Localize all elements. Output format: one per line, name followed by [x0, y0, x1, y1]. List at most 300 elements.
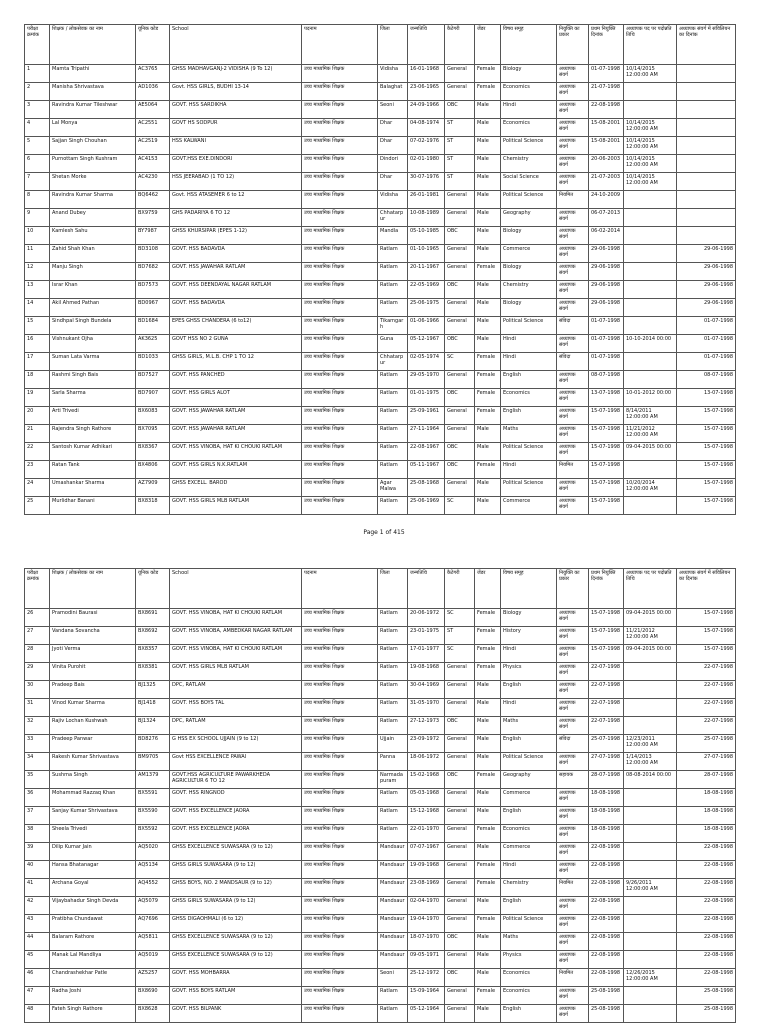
column-header: प्रथम नियुक्ति दिनांक [589, 25, 624, 65]
appointment-type-cell: अध्यापक संवर्ग [557, 407, 589, 425]
name-cell: Ravindra Kumar Tileshwar [50, 101, 136, 119]
gender-cell: Male [475, 753, 501, 771]
merger-date-cell: 22-08-1998 [677, 897, 736, 915]
name-cell: Zahid Shah Khan [50, 245, 136, 263]
name-cell: Israr Khan [50, 281, 136, 299]
gender-cell: Female [475, 645, 501, 663]
unique-code-cell: AQ7696 [136, 915, 170, 933]
name-cell: Vandana Sovancha [50, 627, 136, 645]
promotion-date-cell [624, 1005, 677, 1023]
subject-cell: English [501, 807, 557, 825]
promotion-date-cell [624, 663, 677, 681]
subject-cell: English [501, 897, 557, 915]
subject-cell: Economics [501, 987, 557, 1005]
column-header: जेंडर [475, 25, 501, 65]
table-row [25, 389, 736, 407]
merger-date-cell: 01-07-1998 [677, 317, 736, 335]
unique-code-cell: BX8381 [136, 663, 170, 681]
merger-date-cell: 29-06-1998 [677, 299, 736, 317]
name-cell: Manisha Shrivastava [50, 83, 136, 101]
column-header: विषय समूह [501, 569, 557, 609]
appointment-type-cell: अध्यापक संवर्ग [557, 915, 589, 933]
name-cell: Vinita Purohit [50, 663, 136, 681]
first-appointment-cell: 01-07-1998 [589, 335, 624, 353]
subject-cell: Chemistry [501, 155, 557, 173]
name-cell: Lal Monya [50, 119, 136, 137]
merger-date-cell: 22-07-1998 [677, 717, 736, 735]
serial-cell: 26 [25, 609, 50, 627]
unique-code-cell: BX7095 [136, 425, 170, 443]
name-cell: Ravindra Kumar Sharma [50, 191, 136, 209]
unique-code-cell: BX6083 [136, 407, 170, 425]
dob-cell: 02-04-1970 [408, 897, 445, 915]
gender-cell: Female [475, 915, 501, 933]
dob-cell: 05-11-1967 [408, 461, 445, 479]
promotion-date-cell [624, 717, 677, 735]
serial-cell: 45 [25, 951, 50, 969]
school-cell: GOVT. HSS PANCHED [170, 371, 302, 389]
first-appointment-cell: 08-07-1998 [589, 371, 624, 389]
merger-date-cell [677, 173, 736, 191]
gender-cell: Female [475, 353, 501, 371]
table-row [25, 245, 736, 263]
appointment-type-cell: अध्यापक संवर्ग [557, 645, 589, 663]
promotion-date-cell [624, 951, 677, 969]
unique-code-cell: BJ1325 [136, 681, 170, 699]
name-cell: Purnottam Singh Kushram [50, 155, 136, 173]
serial-cell: 34 [25, 753, 50, 771]
name-cell: Hansa Bhatanagar [50, 861, 136, 879]
merger-date-cell: 15-07-1998 [677, 497, 736, 515]
district-cell: Seoni [378, 969, 408, 987]
name-cell: Pradeep Bais [50, 681, 136, 699]
unique-code-cell: AD1036 [136, 83, 170, 101]
column-header: जन्मतिथि [408, 569, 445, 609]
table-row [25, 173, 736, 191]
district-cell: Ratlam [378, 609, 408, 627]
school-cell: GOVT. HSS VINOBA, AMBEDKAR NAGAR RATLAM [170, 627, 302, 645]
subject-cell: English [501, 1005, 557, 1023]
promotion-date-cell: 12/26/2015 12:00:00 AM [624, 969, 677, 987]
category-cell: SC [445, 609, 475, 627]
category-cell: OBC [445, 717, 475, 735]
promotion-date-cell: 11/21/2012 12:00:00 AM [624, 425, 677, 443]
subject-cell: Political Science [501, 915, 557, 933]
appointment-type-cell: अध्यापक संवर्ग [557, 1005, 589, 1023]
school-cell: GHSS EXCELLENCE SUWASARA (9 to 12) [170, 843, 302, 861]
table-row [25, 699, 736, 717]
promotion-date-cell: 09-04-2015 00:00 [624, 443, 677, 461]
unique-code-cell: BJ1324 [136, 717, 170, 735]
merger-date-cell: 15-07-1998 [677, 407, 736, 425]
gender-cell: Male [475, 137, 501, 155]
gender-cell: Female [475, 987, 501, 1005]
school-cell: Govt HSS EXCELLENCE PAWAI [170, 753, 302, 771]
school-cell: GOVT. HSS BOYS RATLAM [170, 987, 302, 1005]
dob-cell: 29-05-1970 [408, 371, 445, 389]
designation-cell: उच्च माध्यमिक शिक्षक [302, 281, 378, 299]
table-row [25, 663, 736, 681]
name-cell: Radha Joshi [50, 987, 136, 1005]
gender-cell: Male [475, 951, 501, 969]
designation-cell: उच्च माध्यमिक शिक्षक [302, 479, 378, 497]
promotion-date-cell: 10/14/2015 12:00:00 AM [624, 119, 677, 137]
subject-cell: Hindi [501, 353, 557, 371]
category-cell: General [445, 987, 475, 1005]
merger-date-cell [677, 119, 736, 137]
promotion-date-cell [624, 245, 677, 263]
serial-cell: 9 [25, 209, 50, 227]
school-cell: GOVT. HSS VINOBA, HAT KI CHOUKI RATLAM [170, 443, 302, 461]
promotion-date-cell [624, 897, 677, 915]
merger-date-cell [677, 209, 736, 227]
designation-cell: उच्च माध्यमिक शिक्षक [302, 879, 378, 897]
promotion-date-cell [624, 209, 677, 227]
school-cell: GHSS KHURSIPAR (EPES 1-12) [170, 227, 302, 245]
dob-cell: 16-01-1968 [408, 65, 445, 83]
district-cell: Ratlam [378, 299, 408, 317]
appointment-type-cell: अध्यापक संवर्ग [557, 281, 589, 299]
table-row [25, 807, 736, 825]
promotion-date-cell [624, 461, 677, 479]
name-cell: Vinod Kumar Sharma [50, 699, 136, 717]
gender-cell: Male [475, 807, 501, 825]
dob-cell: 20-06-1972 [408, 609, 445, 627]
district-cell: Mandsaur [378, 897, 408, 915]
serial-cell: 8 [25, 191, 50, 209]
dob-cell: 25-06-1975 [408, 299, 445, 317]
promotion-date-cell [624, 789, 677, 807]
merger-date-cell: 13-07-1998 [677, 389, 736, 407]
subject-cell: Political Science [501, 443, 557, 461]
category-cell: General [445, 807, 475, 825]
name-cell: Mamta Tripathi [50, 65, 136, 83]
appointment-type-cell: अध्यापक संवर्ग [557, 101, 589, 119]
column-header: नियुक्ति का प्रकार [557, 569, 589, 609]
promotion-date-cell [624, 281, 677, 299]
appointment-type-cell: अध्यापक संवर्ग [557, 825, 589, 843]
dob-cell: 04-08-1974 [408, 119, 445, 137]
category-cell: General [445, 861, 475, 879]
column-header: कैटेगरी [445, 25, 475, 65]
first-appointment-cell: 15-07-1998 [589, 443, 624, 461]
first-appointment-cell: 29-06-1998 [589, 299, 624, 317]
table-row [25, 299, 736, 317]
subject-cell: Chemistry [501, 281, 557, 299]
designation-cell: उच्च माध्यमिक शिक्षक [302, 119, 378, 137]
table-row [25, 425, 736, 443]
unique-code-cell: BX8318 [136, 497, 170, 515]
designation-cell: उच्च माध्यमिक शिक्षक [302, 191, 378, 209]
gender-cell: Male [475, 173, 501, 191]
table-row [25, 645, 736, 663]
dob-cell: 17-01-1977 [408, 645, 445, 663]
district-cell: Chhatarpur [378, 353, 408, 371]
serial-cell: 39 [25, 843, 50, 861]
first-appointment-cell: 28-07-1998 [589, 771, 624, 789]
appointment-type-cell: अध्यापक संवर्ग [557, 119, 589, 137]
district-cell: Ratlam [378, 497, 408, 515]
serial-cell: 18 [25, 371, 50, 389]
district-cell: Mandsaur [378, 951, 408, 969]
gender-cell: Male [475, 119, 501, 137]
promotion-date-cell [624, 263, 677, 281]
gender-cell: Male [475, 497, 501, 515]
dob-cell: 05-12-1967 [408, 335, 445, 353]
school-cell: GOVT. HSS JAWAHAR RATLAM [170, 425, 302, 443]
unique-code-cell: AC3765 [136, 65, 170, 83]
promotion-date-cell [624, 915, 677, 933]
table-row [25, 65, 736, 83]
name-cell: Vishnukant Ojha [50, 335, 136, 353]
first-appointment-cell: 22-08-1998 [589, 915, 624, 933]
first-appointment-cell: 22-08-1998 [589, 843, 624, 861]
category-cell: General [445, 843, 475, 861]
unique-code-cell: BX5592 [136, 825, 170, 843]
promotion-date-cell: 10/14/2015 12:00:00 AM [624, 137, 677, 155]
dob-cell: 25-08-1968 [408, 479, 445, 497]
column-header: शिक्षक / लोकसेवक का नाम [50, 569, 136, 609]
merger-date-cell: 22-07-1998 [677, 699, 736, 717]
unique-code-cell: BD1684 [136, 317, 170, 335]
designation-cell: उच्च माध्यमिक शिक्षक [302, 645, 378, 663]
category-cell: General [445, 371, 475, 389]
designation-cell: उच्च माध्यमिक शिक्षक [302, 717, 378, 735]
column-header: नियुक्ति का प्रकार [557, 25, 589, 65]
table-row [25, 371, 736, 389]
appointment-type-cell: अध्यापक संवर्ग [557, 389, 589, 407]
merger-date-cell: 25-08-1998 [677, 1005, 736, 1023]
district-cell: Mandsaur [378, 879, 408, 897]
dob-cell: 01-01-1975 [408, 389, 445, 407]
merger-date-cell [677, 191, 736, 209]
school-cell: GHSS EXCELLENCE SUWASARA (9 to 12) [170, 951, 302, 969]
district-cell: Ratlam [378, 825, 408, 843]
appointment-type-cell: नियमित [557, 969, 589, 987]
subject-cell: Hindi [501, 699, 557, 717]
gender-cell: Female [475, 879, 501, 897]
dob-cell: 18-07-1970 [408, 933, 445, 951]
table-row [25, 155, 736, 173]
merger-date-cell: 28-07-1998 [677, 771, 736, 789]
first-appointment-cell: 21-07-1998 [589, 83, 624, 101]
promotion-date-cell [624, 933, 677, 951]
first-appointment-cell: 25-07-1998 [589, 735, 624, 753]
first-appointment-cell: 15-07-1998 [589, 407, 624, 425]
dob-cell: 15-09-1964 [408, 987, 445, 1005]
designation-cell: उच्च माध्यमिक शिक्षक [302, 843, 378, 861]
category-cell: OBC [445, 771, 475, 789]
category-cell: ST [445, 119, 475, 137]
designation-cell: उच्च माध्यमिक शिक्षक [302, 987, 378, 1005]
first-appointment-cell: 22-08-1998 [589, 969, 624, 987]
merger-date-cell: 22-08-1998 [677, 915, 736, 933]
merger-date-cell: 22-08-1998 [677, 951, 736, 969]
subject-cell: Geography [501, 209, 557, 227]
district-cell: Ratlam [378, 263, 408, 281]
school-cell: GOVT. HSS BADAVDA [170, 245, 302, 263]
unique-code-cell: BX4806 [136, 461, 170, 479]
dob-cell: 23-08-1969 [408, 879, 445, 897]
appointment-type-cell: संविदा [557, 735, 589, 753]
serial-cell: 6 [25, 155, 50, 173]
unique-code-cell: AZ7909 [136, 479, 170, 497]
dob-cell: 18-06-1972 [408, 753, 445, 771]
dob-cell: 24-09-1966 [408, 101, 445, 119]
table-row [25, 353, 736, 371]
appointment-type-cell: संविदा [557, 317, 589, 335]
serial-cell: 46 [25, 969, 50, 987]
district-cell: Balaghat [378, 83, 408, 101]
school-cell: GOVT. HSS JAWAHAR RATLAM [170, 407, 302, 425]
subject-cell: Social Science [501, 173, 557, 191]
first-appointment-cell: 15-07-1998 [589, 627, 624, 645]
gender-cell: Male [475, 933, 501, 951]
district-cell: Ratlam [378, 1005, 408, 1023]
serial-cell: 33 [25, 735, 50, 753]
serial-cell: 40 [25, 861, 50, 879]
district-cell: Ratlam [378, 663, 408, 681]
subject-cell: Economics [501, 969, 557, 987]
school-cell: GOVT. HSS BOYS TAL [170, 699, 302, 717]
gender-cell: Female [475, 609, 501, 627]
category-cell: General [445, 209, 475, 227]
column-header: अध्यापक पद पर पदोन्नति तिथि [624, 25, 677, 65]
first-appointment-cell: 24-10-2009 [589, 191, 624, 209]
name-cell: Murlidhar Banani [50, 497, 136, 515]
unique-code-cell: BX5591 [136, 789, 170, 807]
subject-cell: English [501, 681, 557, 699]
unique-code-cell: BM9705 [136, 753, 170, 771]
appointment-type-cell: अध्यापक संवर्ग [557, 717, 589, 735]
name-cell: Akil Ahmed Pathan [50, 299, 136, 317]
promotion-date-cell [624, 371, 677, 389]
gender-cell: Female [475, 263, 501, 281]
unique-code-cell: BD0967 [136, 299, 170, 317]
subject-cell: Commerce [501, 245, 557, 263]
subject-cell: Hindi [501, 101, 557, 119]
designation-cell: उच्च माध्यमिक शिक्षक [302, 173, 378, 191]
category-cell: General [445, 753, 475, 771]
district-cell: Vidisha [378, 65, 408, 83]
gender-cell: Male [475, 735, 501, 753]
gender-cell: Male [475, 681, 501, 699]
subject-cell: Commerce [501, 497, 557, 515]
unique-code-cell: AM1379 [136, 771, 170, 789]
table-row [25, 317, 736, 335]
designation-cell: उच्च माध्यमिक शिक्षक [302, 915, 378, 933]
first-appointment-cell: 15-07-1998 [589, 425, 624, 443]
first-appointment-cell: 01-07-1998 [589, 353, 624, 371]
table-row [25, 681, 736, 699]
gender-cell: Male [475, 209, 501, 227]
first-appointment-cell: 15-07-1998 [589, 609, 624, 627]
school-cell: GOVT. HSS RINGNOD [170, 789, 302, 807]
table-row [25, 843, 736, 861]
serial-cell: 41 [25, 879, 50, 897]
appointment-type-cell: अध्यापक संवर्ग [557, 299, 589, 317]
serial-cell: 12 [25, 263, 50, 281]
unique-code-cell: BY7987 [136, 227, 170, 245]
designation-cell: उच्च माध्यमिक शिक्षक [302, 389, 378, 407]
serial-cell: 17 [25, 353, 50, 371]
category-cell: OBC [445, 335, 475, 353]
merger-date-cell: 01-07-1998 [677, 353, 736, 371]
designation-cell: उच्च माध्यमिक शिक्षक [302, 137, 378, 155]
school-cell: GHS PADARIYA 6 TO 12 [170, 209, 302, 227]
first-appointment-cell: 15-08-2001 [589, 119, 624, 137]
merger-date-cell: 15-07-1998 [677, 479, 736, 497]
appointment-type-cell: अध्यापक संवर्ग [557, 335, 589, 353]
unique-code-cell: AC2551 [136, 119, 170, 137]
school-cell: GHSS GIRLS SUWASARA (9 to 12) [170, 861, 302, 879]
appointment-type-cell: अध्यापक संवर्ग [557, 789, 589, 807]
designation-cell: उच्च माध्यमिक शिक्षक [302, 681, 378, 699]
first-appointment-cell: 15-07-1998 [589, 497, 624, 515]
district-cell: Ujjain [378, 735, 408, 753]
name-cell: Sajjan Singh Chouhan [50, 137, 136, 155]
serial-cell: 36 [25, 789, 50, 807]
category-cell: OBC [445, 969, 475, 987]
district-cell: Dhar [378, 173, 408, 191]
designation-cell: उच्च माध्यमिक शिक्षक [302, 209, 378, 227]
unique-code-cell: AK3625 [136, 335, 170, 353]
school-cell: GHSS GIRLS, M.L.B. CHP 1 TO 12 [170, 353, 302, 371]
serial-cell: 4 [25, 119, 50, 137]
appointment-type-cell: नियमित [557, 461, 589, 479]
dob-cell: 25-06-1969 [408, 497, 445, 515]
appointment-type-cell: अध्यापक संवर्ग [557, 699, 589, 717]
name-cell: Vijaybahadur Singh Devda [50, 897, 136, 915]
subject-cell: Geography [501, 771, 557, 789]
serial-cell: 42 [25, 897, 50, 915]
name-cell: Archana Goyal [50, 879, 136, 897]
dob-cell: 05-10-1985 [408, 227, 445, 245]
school-cell: Govt. HSS GIRLS, BUDHI 13-14 [170, 83, 302, 101]
column-header: जिला [378, 25, 408, 65]
appointment-type-cell: अध्यापक संवर्ग [557, 425, 589, 443]
merger-date-cell: 27-07-1998 [677, 753, 736, 771]
school-cell: GOVT. HSS GIRLS N.K.RATLAM [170, 461, 302, 479]
designation-cell: उच्च माध्यमिक शिक्षक [302, 897, 378, 915]
dob-cell: 22-05-1969 [408, 281, 445, 299]
subject-cell: English [501, 407, 557, 425]
gender-cell: Male [475, 155, 501, 173]
category-cell: ST [445, 173, 475, 191]
unique-code-cell: AC4230 [136, 173, 170, 191]
table-row [25, 479, 736, 497]
dob-cell: 19-08-1968 [408, 663, 445, 681]
category-cell: General [445, 263, 475, 281]
serial-cell: 11 [25, 245, 50, 263]
gender-cell: Female [475, 407, 501, 425]
column-header: परीक्षा क्रमांक [25, 569, 50, 609]
column-header: यूनिक कोड [136, 25, 170, 65]
name-cell: Suman Lata Varma [50, 353, 136, 371]
designation-cell: उच्च माध्यमिक शिक्षक [302, 371, 378, 389]
gender-cell: Male [475, 425, 501, 443]
table-row [25, 191, 736, 209]
serial-cell: 19 [25, 389, 50, 407]
subject-cell: English [501, 735, 557, 753]
designation-cell: उच्च माध्यमिक शिक्षक [302, 83, 378, 101]
designation-cell: उच्च माध्यमिक शिक्षक [302, 227, 378, 245]
column-header: जन्मतिथि [408, 25, 445, 65]
category-cell: General [445, 479, 475, 497]
subject-cell: Economics [501, 389, 557, 407]
promotion-date-cell [624, 191, 677, 209]
unique-code-cell: AQ5811 [136, 933, 170, 951]
